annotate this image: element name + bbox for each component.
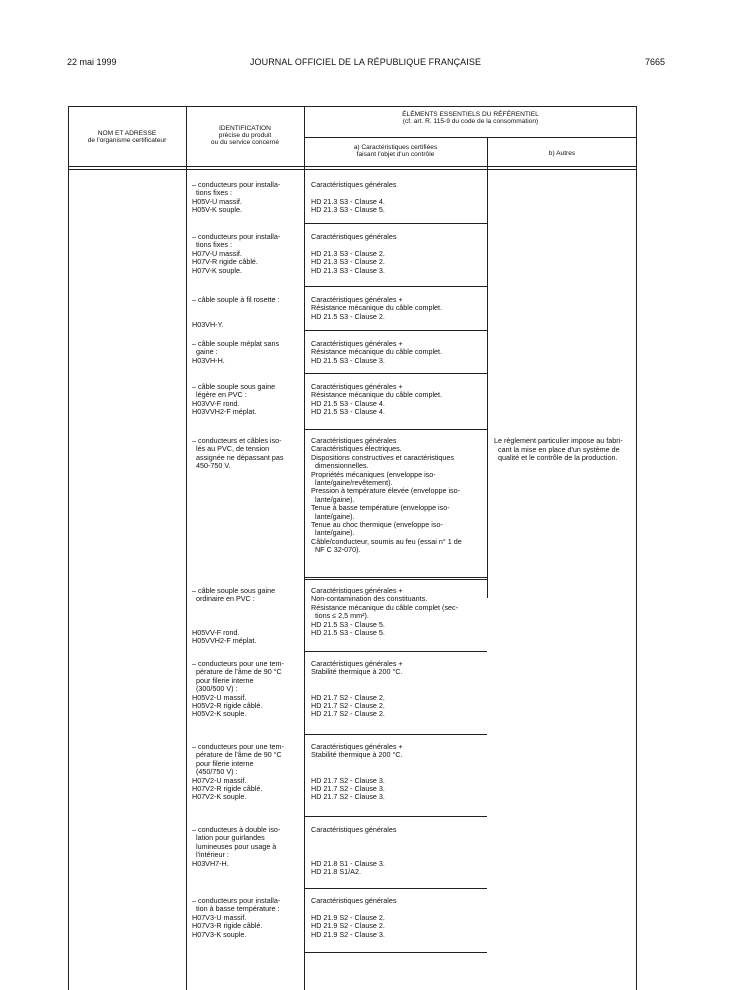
row-divider bbox=[304, 373, 487, 374]
product-cell: – câble souple sous gaine ordinaire en PVC : H05VV-F rond. H05VVH2-F méplat. bbox=[192, 586, 276, 646]
column-header-a: a) Caractéristiques certifiées faisant l'objet d'un contrôle bbox=[353, 144, 438, 159]
row-divider bbox=[304, 734, 487, 735]
header-date: 22 mai 1999 bbox=[67, 57, 117, 67]
autres-note: Le règlement particulier impose au fabri- cant la mise en place d'un système de qualité et le contrôle de la production. bbox=[494, 436, 623, 463]
header-divider bbox=[68, 169, 637, 170]
row-divider bbox=[304, 330, 487, 331]
header-divider bbox=[304, 137, 637, 138]
row-divider bbox=[304, 651, 487, 652]
spec-cell: Caractéristiques générales HD 21.3 S3 - Clause 4. HD 21.3 S3 - Clause 5. bbox=[311, 180, 397, 215]
header-page-number: 7665 bbox=[644, 57, 665, 67]
spec-cell: Caractéristiques générales + Résistance mécanique du câble complet. HD 21.5 S3 - Clause 2. bbox=[311, 295, 443, 321]
row-divider bbox=[304, 429, 487, 430]
spec-cell: Caractéristiques générales + Résistance mécanique du câble complet. HD 21.5 S3 - Clause 3. bbox=[311, 339, 443, 365]
product-cell: – conducteurs pour une tem- pérature de l'âme de 90 °C pour filerie interne (450/750 V) : H07V2-U massif. H07V2-R rigide câblé. H07V2-K souple. bbox=[192, 742, 284, 802]
column-header-b: b) Autres bbox=[548, 150, 576, 157]
product-cell: – conducteurs pour installa- tions fixes : H07V-U massif. H07V-R rigide câblé. H07V-K souple. bbox=[192, 232, 281, 275]
row-divider bbox=[304, 577, 487, 578]
column-divider bbox=[487, 137, 488, 598]
column-divider bbox=[304, 106, 305, 990]
row-divider bbox=[304, 286, 487, 287]
product-cell: – conducteurs pour installa- tions fixes : H05V-U massif. H05V-K souple. bbox=[192, 180, 281, 215]
spec-cell: Caractéristiques générales HD 21.9 S2 - Clause 2. HD 21.9 S2 - Clause 2. HD 21.9 S2 - Clause 3. bbox=[311, 896, 397, 939]
row-divider bbox=[304, 952, 487, 953]
row-divider bbox=[304, 888, 487, 889]
product-cell: – câble souple sous gaine légère en PVC : H03VV-F rond. H03VVH2-F méplat. bbox=[192, 382, 276, 417]
row-divider bbox=[304, 579, 487, 580]
column-divider bbox=[186, 106, 187, 990]
spec-cell: Caractéristiques générales + Résistance mécanique du câble complet. HD 21.5 S3 - Clause 4. HD 21.5 S3 - Clause 4. bbox=[311, 382, 443, 417]
row-divider bbox=[304, 223, 487, 224]
spec-cell: Caractéristiques générales + Non-contamination des constituants. Résistance mécanique du câble complet (sec- tions ≤ 2,5 mm²). HD 21.5 S3 - Clause 5. HD 21.5 S3 - Clause 5. bbox=[311, 586, 459, 638]
spec-cell: Caractéristiques générales HD 21.8 S1 - Clause 3. HD 21.8 S1/A2. bbox=[311, 825, 397, 877]
spec-cell: Caractéristiques générales HD 21.3 S3 - Clause 2. HD 21.3 S3 - Clause 2. HD 21.3 S3 - Clause 3. bbox=[311, 232, 397, 275]
row-divider bbox=[304, 816, 487, 817]
spec-cell: Caractéristiques générales + Stabilité thermique à 200 °C. HD 21.7 S2 - Clause 2. HD 21.7 S2 - Clause 2. HD 21.7 S2 - Clause 2. bbox=[311, 659, 403, 719]
header-journal-title: JOURNAL OFFICIEL DE LA RÉPUBLIQUE FRANÇAISE bbox=[249, 57, 482, 67]
column-header-elements: ÉLÉMENTS ESSENTIELS DU RÉFÉRENTIEL (cf. art. R. 115-9 du code de la consommation) bbox=[402, 111, 539, 126]
spec-cell: Caractéristiques générales Caractéristiques électriques. Dispositions constructives et caractéristiques dimensionnelles. Propriétés mécaniques (enveloppe iso- lante/gaine/revêtement). Pression à température élevée (enveloppe iso- lante/gaine). Tenue à basse température (enveloppe iso- lante/gaine). Tenue au choc thermique (enveloppe iso- lante/gaine). Câble/conducteur, soumis au feu (essai n° 1 de NF C 32-070). bbox=[311, 436, 462, 555]
column-header-nom: NOM ET ADRESSE de l'organisme certificateur bbox=[87, 130, 167, 145]
product-cell: – conducteurs pour installa- tion à basse température : H07V3-U massif. H07V3-R rigide câblé. H07V3-K souple. bbox=[192, 896, 281, 939]
column-header-identification: IDENTIFICATION précise du produit ou du service concerné bbox=[210, 125, 280, 147]
spec-cell: Caractéristiques générales + Stabilité thermique à 200 °C. HD 21.7 S2 - Clause 3. HD 21.7 S2 - Clause 3. HD 21.7 S2 - Clause 3. bbox=[311, 742, 403, 802]
product-cell: – conducteurs à double iso- lation pour guirlandes lumineuses pour usage à l'intérieur : H03VH7-H. bbox=[192, 825, 281, 868]
product-cell: – conducteurs et câbles iso- lés au PVC, de tension assignée ne dépassant pas 450-750 V. bbox=[192, 436, 284, 471]
product-cell: – câble souple à fil rosette : H03VH-Y. bbox=[192, 295, 280, 330]
header-divider bbox=[68, 166, 637, 167]
product-cell: – câble souple méplat sans gaine : H03VH-H. bbox=[192, 339, 280, 365]
product-cell: – conducteurs pour une tem- pérature de l'âme de 90 °C pour filerie interne (300/500 V) : H05V2-U massif. H05V2-R rigide câblé. H05V2-K souple. bbox=[192, 659, 284, 719]
